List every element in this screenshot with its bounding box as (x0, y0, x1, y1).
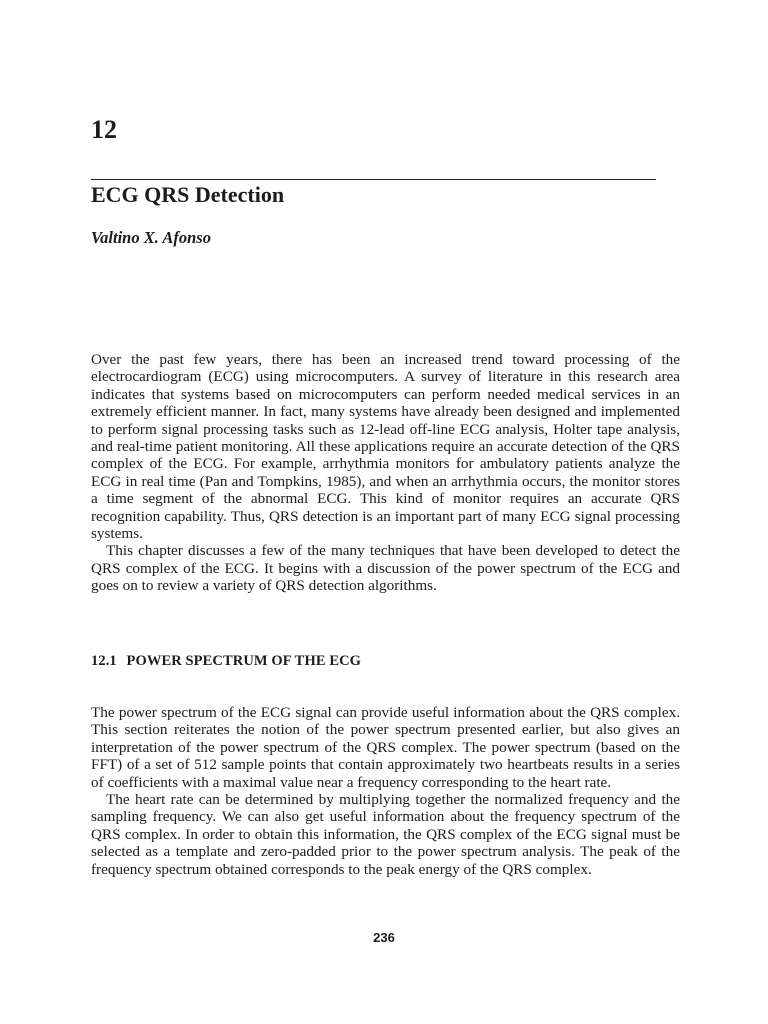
intro-paragraph-1: Over the past few years, there has been an increased trend toward processing of the electrocardiogram (ECG) using microcomputers. A survey of literature in this research area indicates that systems based on microcomputers can perform needed medical services in an extremely efficient manner. In fact, many systems have already been designed and implemented to perform signal processing tasks such as 12-lead off-line ECG analysis, Holter tape analysis, and real-time patient monitoring. All these applications require an accurate detection of the QRS complex of the ECG. For example, arrhythmia monitors for ambulatory patients analyze the ECG in real time (Pan and Tompkins, 1985), and when an arrhythmia occurs, the monitor stores a time segment of the abnormal ECG. This kind of monitor requires an accurate QRS recognition capability. Thus, QRS detection is an important part of many ECG signal processing systems. (91, 351, 680, 543)
chapter-author: Valtino X. Afonso (91, 228, 211, 247)
section-number: 12.1 (91, 653, 117, 669)
intro-paragraph-2: This chapter discusses a few of the many techniques that have been developed to detect the QRS complex of the ECG. It begins with a discussion of the power spectrum of the ECG and goes on to review a variety of QRS detection algorithms. (91, 542, 680, 595)
section-title: POWER SPECTRUM OF THE ECG (126, 653, 362, 669)
title-rule (91, 179, 656, 180)
section-paragraph-1: The power spectrum of the ECG signal can provide useful information about the QRS complex. This section reiterates the notion of the power spectrum presented earlier, but also gives an interpretation of the power spectrum of the QRS complex. The power spectrum (based on the FFT) of a set of 512 sample points that contain approximately two heartbeats results in a series of coefficients with a maximal value near a frequency corresponding to the heart rate. (91, 704, 680, 791)
section-paragraph-2: The heart rate can be determined by multiplying together the normalized frequency and the sampling frequency. We can also get useful information about the frequency spectrum of the QRS complex. In order to obtain this information, the QRS complex of the ECG signal must be selected as a template and zero-padded prior to the power spectrum analysis. The peak of the frequency spectrum obtained corresponds to the peak energy of the QRS complex. (91, 791, 680, 878)
chapter-number: 12 (91, 115, 117, 144)
section-text (91, 704, 680, 878)
chapter-title: ECG QRS Detection (91, 182, 285, 207)
intro-text (91, 351, 680, 595)
page-number: 236 (373, 930, 395, 945)
section-heading (91, 652, 361, 670)
